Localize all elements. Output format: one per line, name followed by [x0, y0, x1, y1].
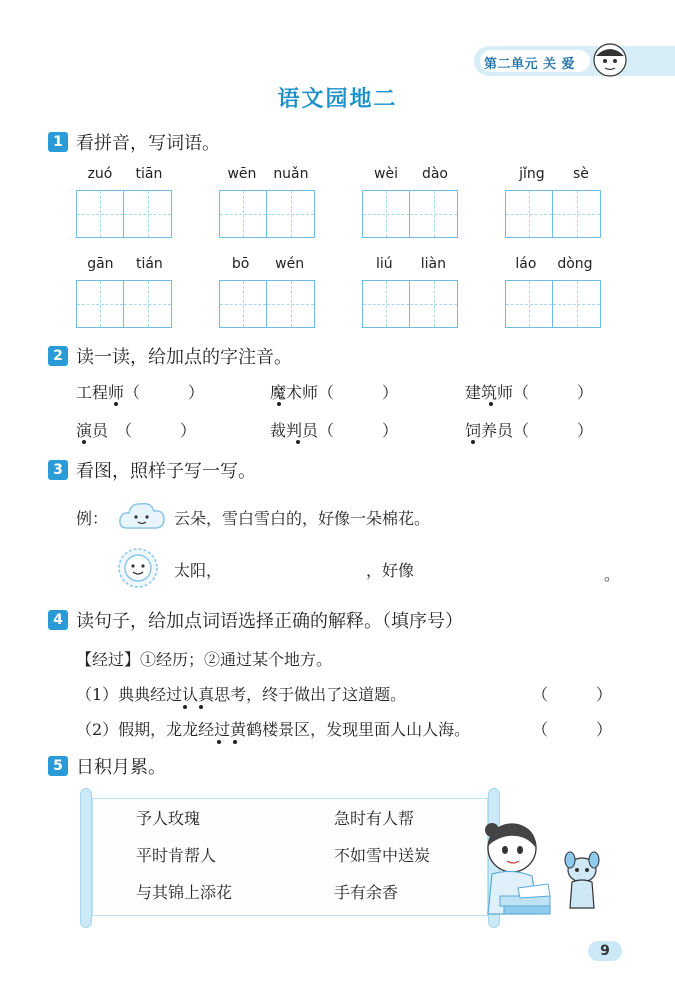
- pinyin: jǐng: [519, 166, 545, 182]
- emphasis-dot: [233, 740, 237, 744]
- page-title: 语文园地二: [277, 87, 398, 112]
- question-3-heading: [48, 458, 256, 482]
- pinyin-word-8: [505, 256, 603, 328]
- pinyin: sè: [572, 166, 589, 182]
- writing-cell[interactable]: [124, 190, 172, 238]
- question-text: 读一读，给加点的字注音。: [76, 347, 292, 368]
- answer-blank-1[interactable]: （ ）: [532, 685, 613, 704]
- writing-cell[interactable]: [219, 190, 267, 238]
- cloud-icon: [117, 498, 167, 532]
- unit-label: 第二单元 关 爱: [484, 57, 576, 72]
- task-end-mark: 。: [604, 565, 621, 584]
- pinyin-word-4: [505, 166, 603, 238]
- phonetic-item: 工程师（ ）: [76, 383, 205, 402]
- phonetic-item: 建筑师（ ）: [465, 383, 594, 402]
- idiom: 与其锦上添花: [136, 883, 233, 902]
- cartoon-reader-illustration: [478, 818, 608, 928]
- sentence-2: （2）假期，龙龙经过黄鹤楼景区，发现里面人山人海。: [76, 720, 471, 739]
- pinyin: láo: [515, 256, 537, 272]
- pinyin: bō: [231, 256, 250, 272]
- writing-cell[interactable]: [219, 280, 267, 328]
- writing-cell[interactable]: [553, 190, 601, 238]
- pinyin: nuǎn: [273, 166, 309, 182]
- writing-cell[interactable]: [362, 280, 410, 328]
- answer-blank-2[interactable]: （ ）: [532, 720, 613, 739]
- question-1-heading: [48, 130, 220, 154]
- pinyin-word-1: [76, 166, 174, 238]
- phonetic-item: 饲养员（ ）: [465, 421, 594, 440]
- question-number: 4: [48, 610, 68, 630]
- pinyin: wēn: [227, 166, 257, 182]
- scroll-rod-left: [80, 788, 92, 928]
- idiom: 不如雪中送炭: [334, 846, 431, 865]
- question-text: 读句子，给加点词语选择正确的解释。（填序号）: [76, 611, 463, 632]
- cartoon-face-icon: [592, 42, 628, 78]
- task-like: ，好像: [366, 561, 415, 580]
- writing-cell[interactable]: [505, 190, 553, 238]
- idiom: 手有余香: [334, 883, 399, 902]
- pinyin-word-7: [362, 256, 460, 328]
- pinyin-word-5: [76, 256, 174, 328]
- emphasis-dot: [199, 705, 203, 709]
- question-5-heading: [48, 754, 166, 778]
- writing-cell[interactable]: [505, 280, 553, 328]
- question-number: 5: [48, 756, 68, 776]
- pinyin: wén: [275, 256, 305, 272]
- emphasis-dot: [277, 402, 281, 406]
- emphasis-dot: [471, 440, 475, 444]
- phonetic-item: 魔术师（ ）: [270, 383, 399, 402]
- sun-icon: [116, 546, 160, 590]
- pinyin: wèi: [374, 166, 398, 182]
- question-number: 3: [48, 460, 68, 480]
- definition: 【经过】①经历；②通过某个地方。: [76, 650, 333, 669]
- question-text: 看拼音，写词语。: [76, 133, 220, 154]
- pinyin: dòng: [557, 256, 593, 272]
- pinyin: dào: [421, 166, 448, 182]
- emphasis-dot: [217, 740, 221, 744]
- writing-cell[interactable]: [553, 280, 601, 328]
- page-number: 9: [588, 941, 622, 961]
- example-sentence: 云朵，雪白雪白的，好像一朵棉花。: [174, 509, 431, 528]
- writing-cell[interactable]: [76, 190, 124, 238]
- writing-cell[interactable]: [410, 190, 458, 238]
- unit-tab: [474, 46, 675, 76]
- emphasis-dot: [114, 402, 118, 406]
- pinyin: liú: [376, 256, 393, 272]
- pinyin: tiān: [135, 166, 163, 182]
- emphasis-dot: [183, 705, 187, 709]
- writing-cell[interactable]: [124, 280, 172, 328]
- pinyin: liàn: [420, 256, 446, 272]
- emphasis-dot: [296, 440, 300, 444]
- writing-cell[interactable]: [267, 280, 315, 328]
- idiom: 平时肯帮人: [136, 846, 217, 865]
- question-number: 1: [48, 132, 68, 152]
- phonetic-item: 演员 （ ）: [76, 421, 197, 440]
- question-text: 看图，照样子写一写。: [76, 461, 256, 482]
- emphasis-dot: [489, 402, 493, 406]
- writing-cell[interactable]: [267, 190, 315, 238]
- task-sun: 太阳，: [174, 561, 223, 580]
- pinyin-word-6: [219, 256, 317, 328]
- sentence-1: （1）典典经过认真思考，终于做出了这道题。: [76, 685, 407, 704]
- idiom: 予人玫瑰: [136, 809, 201, 828]
- question-4-heading: [48, 608, 463, 632]
- writing-cell[interactable]: [76, 280, 124, 328]
- pinyin: gān: [87, 256, 114, 272]
- writing-cell[interactable]: [362, 190, 410, 238]
- pinyin-word-2: [219, 166, 317, 238]
- writing-cell[interactable]: [410, 280, 458, 328]
- example-label: 例：: [76, 509, 109, 528]
- question-number: 2: [48, 346, 68, 366]
- question-text: 日积月累。: [76, 757, 166, 778]
- pinyin: zuó: [87, 166, 113, 182]
- idiom: 急时有人帮: [334, 809, 415, 828]
- question-2-heading: [48, 344, 292, 368]
- pinyin: tián: [135, 256, 163, 272]
- phonetic-item: 裁判员（ ）: [270, 421, 399, 440]
- pinyin-word-3: [362, 166, 460, 238]
- emphasis-dot: [82, 440, 86, 444]
